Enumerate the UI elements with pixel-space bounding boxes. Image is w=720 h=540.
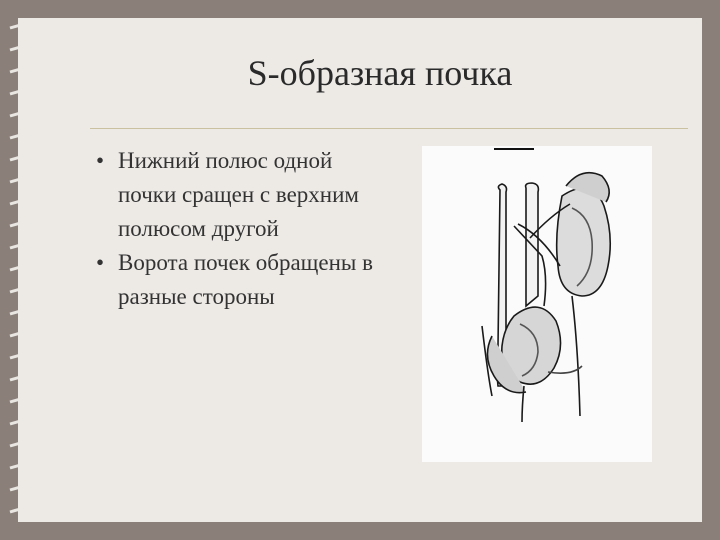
bullet-text: Нижний полюс одной почки сращен с верхним полюсом другой (118, 148, 359, 241)
bullet-item (92, 144, 392, 246)
bullet-item (92, 246, 392, 314)
title-divider (90, 128, 688, 129)
bullet-marker: • (96, 250, 105, 275)
s-shaped-kidney-drawing (422, 146, 652, 462)
bullet-list (92, 144, 392, 314)
bullet-text: Ворота почек обращены в разные стороны (118, 250, 373, 309)
bullet-marker: • (96, 148, 105, 173)
kidney-illustration (422, 146, 652, 462)
slide-title: S-образная почка (247, 53, 513, 93)
